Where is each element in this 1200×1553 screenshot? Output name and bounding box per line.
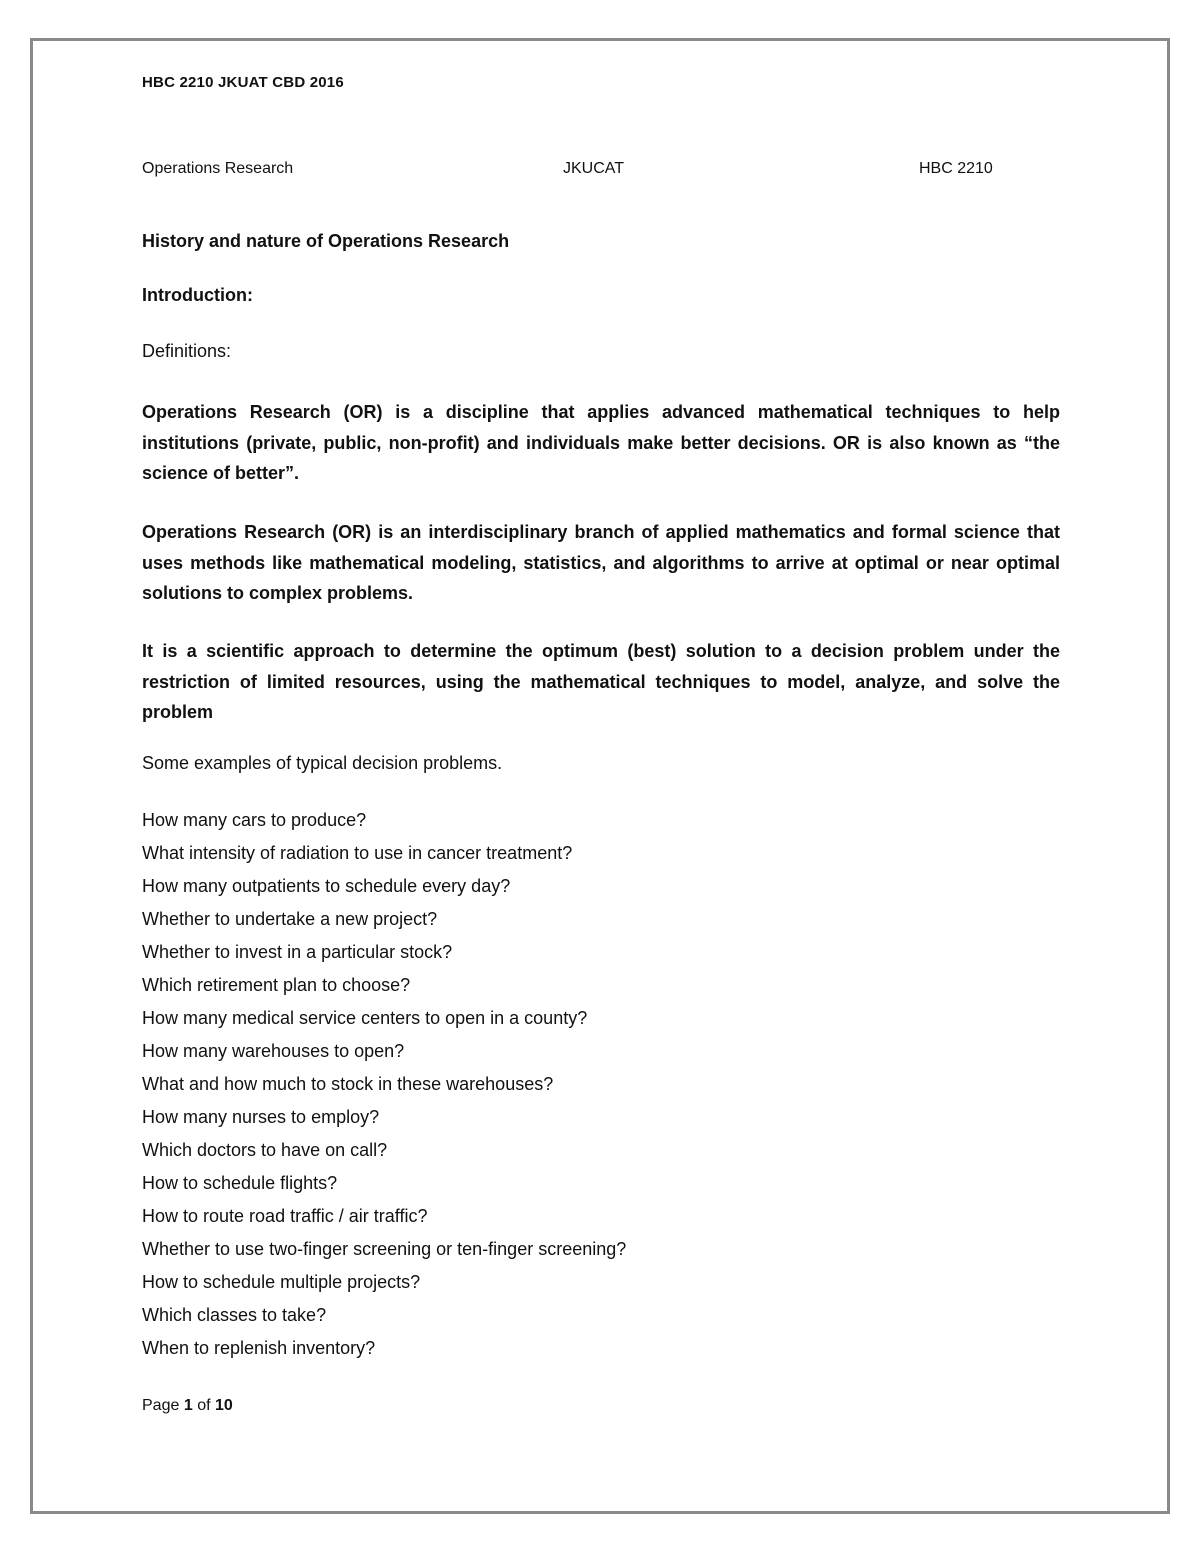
list-item: How many warehouses to open? xyxy=(142,1041,405,1061)
list-item: How many outpatients to schedule every day? xyxy=(142,876,511,896)
list-item: What and how much to stock in these warehouses? xyxy=(142,1074,554,1094)
definition-paragraph-1: Operations Research (OR) is a discipline that applies advanced mathematical techniques to help institutions (private, public, non-profit) and individuals make better decisions. OR is also known as “the science of better”. xyxy=(142,402,1060,483)
list-item: Whether to use two-finger screening or ten-finger screening? xyxy=(142,1239,627,1259)
list-item: What intensity of radiation to use in cancer treatment? xyxy=(142,843,573,863)
of-word: of xyxy=(197,1397,211,1414)
list-item: How to route road traffic / air traffic? xyxy=(142,1206,428,1226)
page-word: Page xyxy=(142,1397,180,1414)
list-item: How to schedule flights? xyxy=(142,1173,338,1193)
document-code: HBC 2210 JKUAT CBD 2016 xyxy=(142,74,344,91)
header-course-code: HBC 2210 xyxy=(919,160,993,177)
introduction-heading: Introduction: xyxy=(142,285,253,305)
list-item: Which retirement plan to choose? xyxy=(142,975,411,995)
current-page: 1 xyxy=(183,1397,193,1414)
definitions-label: Definitions: xyxy=(142,341,232,361)
header-course-name: Operations Research xyxy=(142,160,294,177)
examples-intro: Some examples of typical decision problems. xyxy=(142,753,503,773)
list-item: When to replenish inventory? xyxy=(142,1338,376,1358)
list-item: How to schedule multiple projects? xyxy=(142,1272,421,1292)
list-item: How many medical service centers to open in a county? xyxy=(142,1008,588,1028)
list-item: Whether to invest in a particular stock? xyxy=(142,942,453,962)
list-item: How many cars to produce? xyxy=(142,810,367,830)
definition-paragraph-2: Operations Research (OR) is an interdisciplinary branch of applied mathematics and formal science that uses methods like mathematical modeling, statistics, and algorithms to arrive at optimal or near optimal solutions to complex problems. xyxy=(142,522,1060,603)
page-number xyxy=(142,1397,233,1415)
document-title: History and nature of Operations Research xyxy=(142,231,510,251)
list-item: How many nurses to employ? xyxy=(142,1107,380,1127)
definition-paragraph-3: It is a scientific approach to determine the optimum (best) solution to a decision problem under the restriction of limited resources, using the mathematical techniques to model, analyze, and solve the problem xyxy=(142,641,1060,722)
running-header xyxy=(142,160,1060,182)
list-item: Which doctors to have on call? xyxy=(142,1140,388,1160)
list-item: Which classes to take? xyxy=(142,1305,327,1325)
total-pages: 10 xyxy=(214,1397,233,1414)
examples-list xyxy=(142,804,626,1365)
header-institution: JKUCAT xyxy=(563,160,625,177)
list-item: Whether to undertake a new project? xyxy=(142,909,438,929)
